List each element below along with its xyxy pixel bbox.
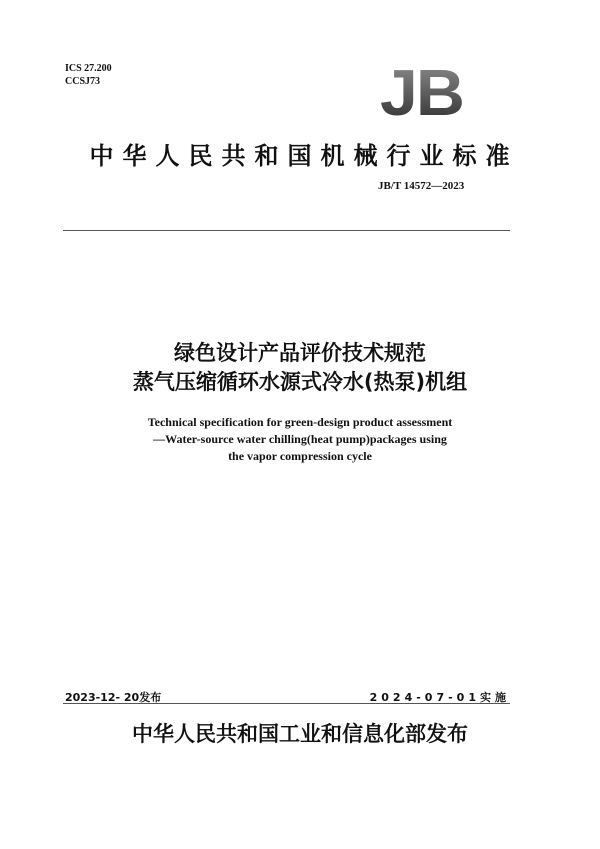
standard-number: JB/T 14572—2023 <box>378 180 465 192</box>
ics-code: ICS 27.200 <box>65 63 112 74</box>
title-cn-line2: 蒸气压缩循环水源式冷水(热泵)机组 <box>132 370 468 394</box>
title-en <box>0 414 600 465</box>
issuer: 中华人民共和国工业和信息化部发布 <box>132 722 468 746</box>
classification-codes <box>65 62 112 88</box>
jb-logo: JB <box>380 56 463 130</box>
title-en-line1: Technical specification for green-design product assessment <box>147 415 453 429</box>
title-en-line2: —Water-source water chilling(heat pump)packages using <box>153 432 447 446</box>
header-divider <box>63 230 510 231</box>
title-cn-line1: 绿色设计产品评价技术规范 <box>174 341 426 365</box>
ccs-code: CCSJ73 <box>65 76 101 87</box>
organization-title: 中华人民共和国机械行业标准 <box>89 142 519 170</box>
implement-date: 2024-07-01实施 <box>369 691 510 704</box>
title-en-line3: the vapor compression cycle <box>228 449 372 463</box>
date-divider <box>63 703 510 704</box>
publish-date: 2023-12- 20发布 <box>65 691 162 704</box>
